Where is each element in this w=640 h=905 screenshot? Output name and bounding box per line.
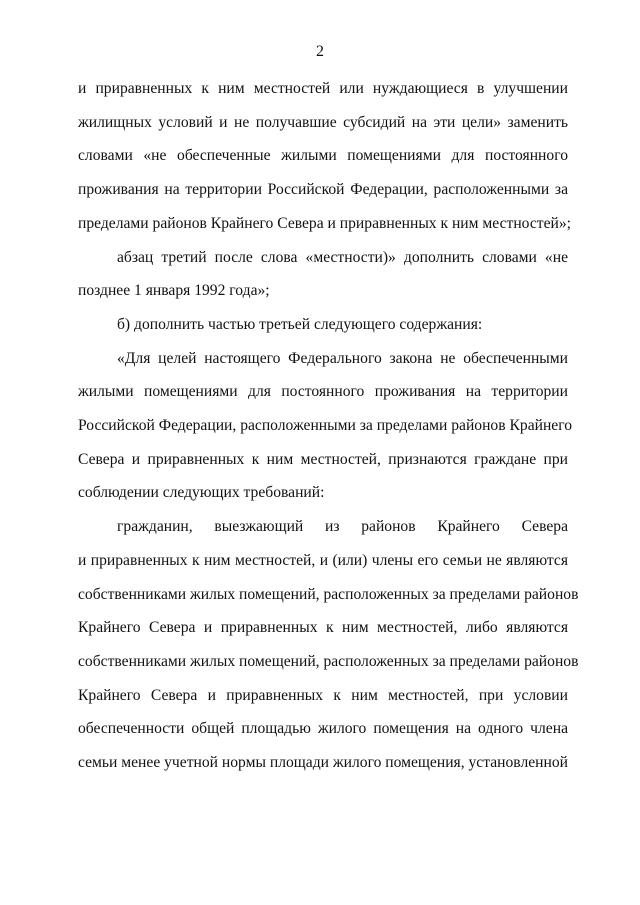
text-line: соблюдении следующих требований: bbox=[78, 484, 325, 502]
text-line: собственниками жилых помещений, расположенных за пределами районов bbox=[78, 585, 579, 603]
text-line: Крайнего Севера и приравненных к ним местностей, либо являются bbox=[78, 619, 568, 637]
text-line: жилыми помещениями для постоянного проживания на территории bbox=[78, 383, 568, 401]
page-number: 2 bbox=[316, 43, 324, 60]
text-line: гражданин, выезжающий из районов Крайнего Севера bbox=[117, 518, 568, 536]
text-line: жилищных условий и не получавшие субсидий на эти цели» заменить bbox=[78, 113, 568, 131]
text-line: позднее 1 января 1992 года»; bbox=[78, 282, 270, 300]
text-line: абзац третий после слова «местности)» дополнить словами «не bbox=[117, 248, 568, 266]
text-line: пределами районов Крайнего Севера и приравненных к ним местностей»; bbox=[78, 214, 571, 232]
text-line: и приравненных к ним местностей или нуждающиеся в улучшении bbox=[78, 80, 568, 97]
text-line: и приравненных к ним местностей, и (или) члены его семьи не являются bbox=[78, 551, 568, 569]
text-line: «Для целей настоящего Федерального закона не обеспеченными bbox=[117, 349, 568, 367]
text-line: проживания на территории Российской Федерации, расположенными за bbox=[78, 181, 568, 199]
text-line: Российской Федерации, расположенными за пределами районов Крайнего bbox=[78, 417, 573, 434]
text-line: собственниками жилых помещений, расположенных за пределами районов bbox=[78, 652, 579, 670]
text-line: семьи менее учетной нормы площади жилого помещения, установленной bbox=[78, 754, 568, 771]
text-line: Севера и приравненных к ним местностей, признаются граждане при bbox=[78, 450, 568, 468]
text-line: Крайнего Севера и приравненных к ним местностей, при условии bbox=[78, 686, 568, 704]
text-line: обеспеченности общей площадью жилого помещения на одного члена bbox=[78, 720, 568, 738]
text-line: б) дополнить частью третьей следующего содержания: bbox=[117, 315, 483, 333]
text-line: словами «не обеспеченные жилыми помещениями для постоянного bbox=[78, 147, 568, 165]
